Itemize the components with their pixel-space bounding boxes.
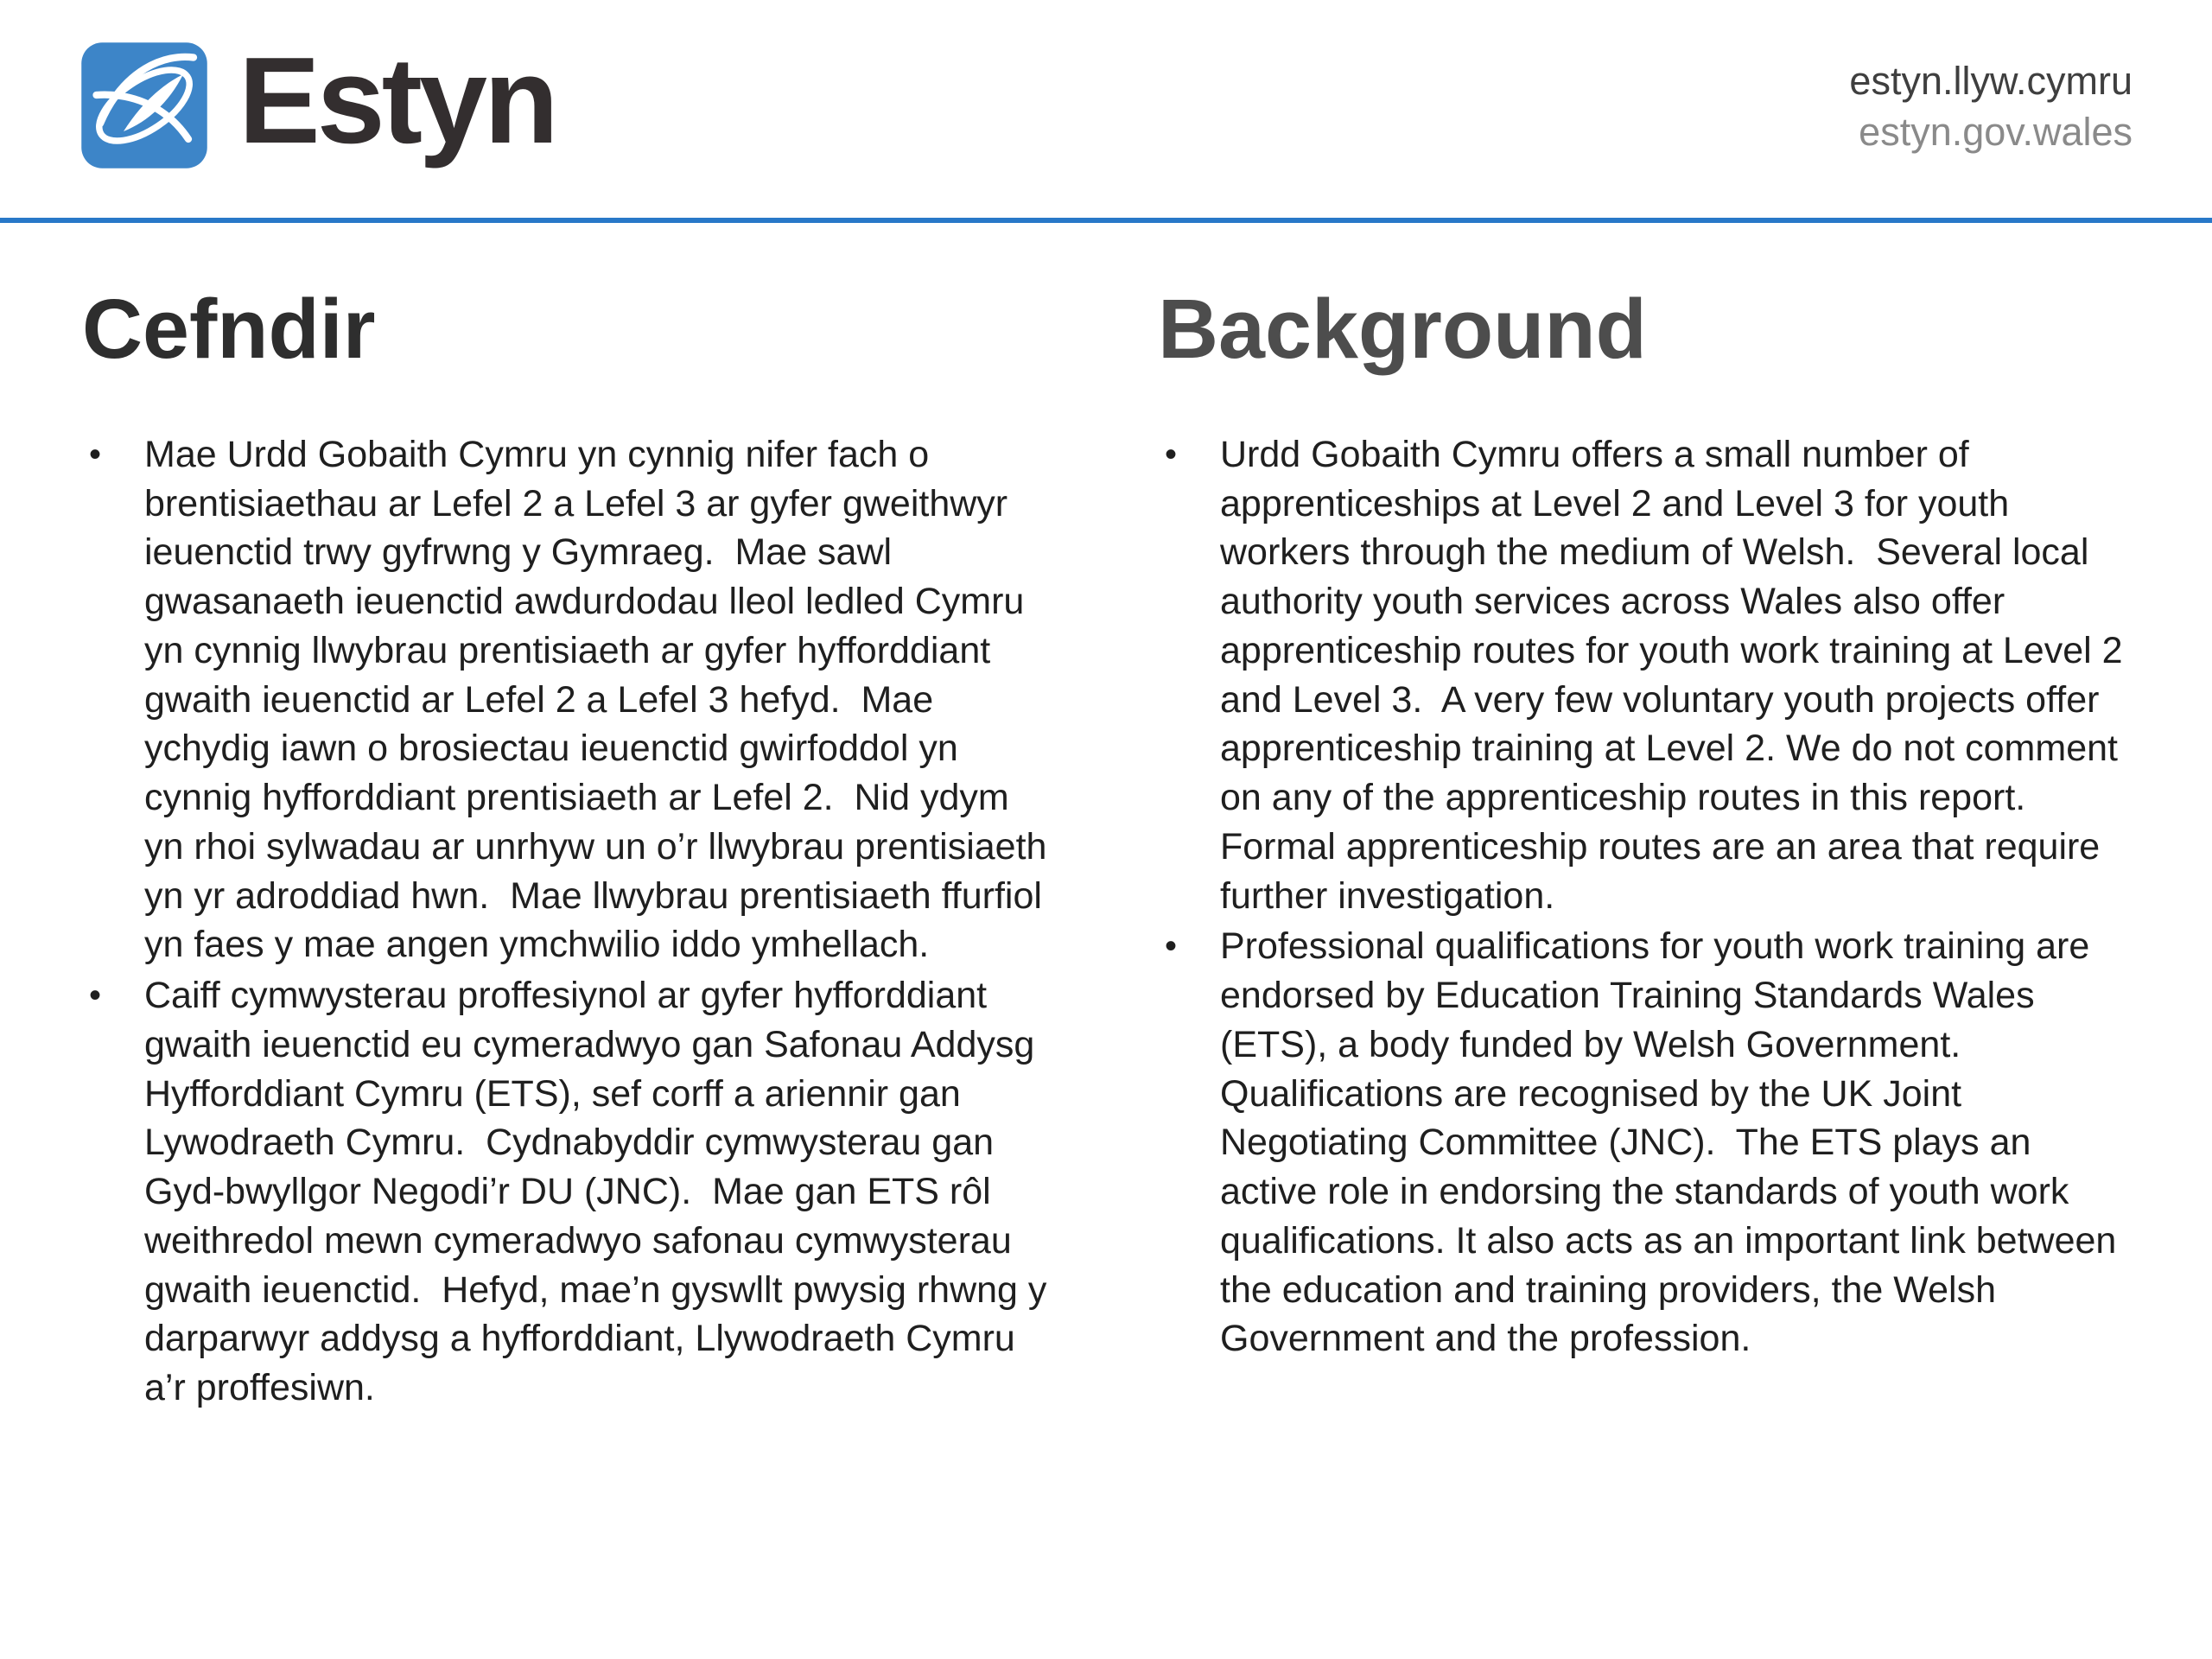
list-item [82, 971, 1058, 1413]
bullet-text: Caiff cymwysterau proffesiynol ar gyfer hyfforddiant gwaith ieuenctid eu cymeradwyo gan Safonau Addysg Hyfforddiant Cymru (ETS), sef corff a ariennir gan Lywodraeth Cymru. Cydnabyddir cymwysterau gan Gyd-bwyllgor Negodi’r DU (JNC). Mae gan ETS rôl weithredol mewn cymeradwyo safonau cymwysterau gwaith ieuenctid. Hefyd, mae’n gyswllt pwysig rhwng y darparwyr addysg a hyfforddiant, Llywodraeth Cymru a’r proffesiwn. [144, 975, 1058, 1409]
url-estyn-llyw-cymru: estyn.llyw.cymru [1849, 59, 2133, 103]
bullet-text: Mae Urdd Gobaith Cymru yn cynnig nifer fach o brentisiaethau ar Lefel 2 a Lefel 3 ar gyfer gweithwyr ieuenctid trwy gyfrwng y Gymraeg. Mae sawl gwasanaeth ieuenctid awdurdodau lleol ledled Cymru yn cynnig llwybrau prentisiaeth ar gyfer hyfforddiant gwaith ieuenctid ar Lefel 2 a Lefel 3 hefyd. Mae ychydig iawn o brosiectau ieuenctid gwirfoddol yn cynnig hyfforddiant prentisiaeth ar Lefel 2. Nid ydym yn rhoi sylwadau ar unrhyw un o’r llwybrau prentisiaeth yn yr adroddiad hwn. Mae llwybrau prentisiaeth ffurfiol yn faes y mae angen ymchwilio iddo ymhellach. [144, 433, 1058, 966]
list-item [1158, 430, 2133, 921]
bullet-text: Professional qualifications for youth work training are endorsed by Education Training Standards Wales (ETS), a body funded by Welsh Government. Qualifications are recognised by the UK Joint Negotiating Committee (JNC). The ETS plays an active role in endorsing the standards of youth work qualifications. It also acts as an important link between the education and training providers, the Welsh Government and the profession. [1220, 925, 2127, 1360]
welsh-title: Cefndir [82, 282, 376, 376]
list-item [82, 430, 1058, 969]
english-bullet-list [1158, 430, 2133, 1363]
bullet-marker: • [89, 976, 102, 1015]
bullet-text: Urdd Gobaith Cymru offers a small number of apprenticeships at Level 2 and Level 3 for youth workers through the medium of Welsh. Several local authority youth services across Wales also offer apprenticeship routes for youth work training at Level 2 and Level 3. A very few voluntary youth projects offer apprenticeship training at Level 2. We do not comment on any of the apprenticeship routes in this report. Formal apprenticeship routes are an area that require further investigation. [1220, 433, 2133, 917]
estyn-logo-icon [79, 41, 209, 170]
main-content [0, 282, 2212, 1414]
url-estyn-gov-wales: estyn.gov.wales [1859, 110, 2133, 155]
page-header [0, 0, 2212, 218]
header-divider-rule [0, 218, 2212, 223]
column-english [1158, 282, 2133, 1414]
column-welsh [82, 282, 1058, 1414]
welsh-bullet-list [82, 430, 1058, 1413]
bullet-marker: • [1165, 927, 1178, 966]
list-item [1158, 922, 2130, 1363]
bullet-marker: • [89, 435, 102, 474]
estyn-wordmark: Estyn [238, 32, 556, 169]
english-title: Background [1158, 282, 1647, 376]
estyn-logo [79, 32, 556, 171]
bullet-marker: • [1165, 435, 1178, 474]
header-urls [1849, 40, 2133, 158]
